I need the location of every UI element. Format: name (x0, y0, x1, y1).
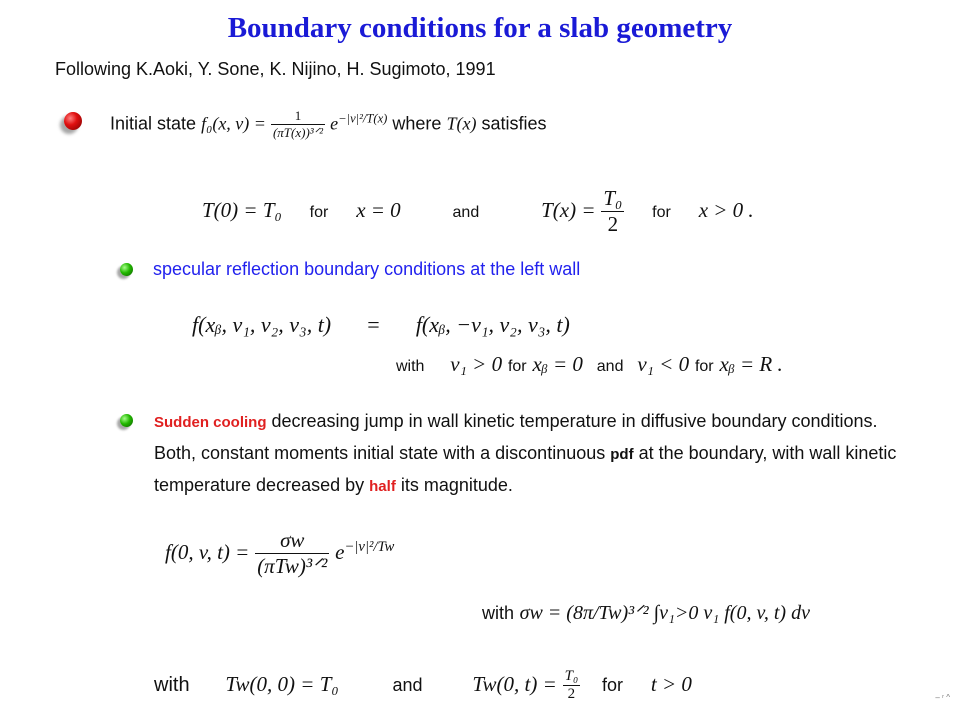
sigma-with: with (482, 603, 515, 623)
final-for: for (602, 675, 624, 696)
final-and: and (392, 675, 423, 696)
initial-exp-base: e (330, 113, 339, 134)
initial-exp-sup: −|v|²/T(x) (338, 111, 388, 126)
temp-lhs1: T(0) = T₀ (202, 198, 282, 223)
wall-exp-sup: −|v|²/Tw (344, 539, 395, 556)
temp-frac-num: T₀ (603, 186, 623, 210)
initial-state-lhs: f₀(x, v) = (201, 113, 266, 134)
initial-frac-den: (πT(x))³ᐟ² (272, 125, 324, 140)
final-frac-num: T₀ (564, 668, 579, 684)
cooling-text3: its magnitude. (400, 475, 513, 495)
wall-equation (165, 528, 394, 579)
temp-frac-den: 2 (607, 212, 619, 236)
initial-satisfies: satisfies (481, 113, 547, 134)
cooling-text1: decreasing jump in wall kinetic temperature in diffusive boundary conditions. Both, constant moments initial state with a discontinuous (154, 411, 878, 463)
final-fraction (563, 668, 581, 703)
red-bullet-icon (64, 112, 82, 130)
initial-state-line (110, 108, 547, 141)
cooling-paragraph (154, 406, 914, 502)
final-frac-den: 2 (567, 686, 576, 702)
temp-cond1: x = 0 (356, 198, 401, 223)
wall-fraction (255, 528, 329, 579)
specular-c2: xᵦ = 0 (532, 352, 583, 376)
initial-where: where (392, 113, 442, 134)
slide-title: Boundary conditions for a slab geometry (227, 12, 733, 44)
final-equation (154, 668, 692, 703)
specular-for1: for (507, 358, 527, 375)
green-bullet-icon (120, 263, 133, 276)
final-c3: t > 0 (650, 672, 692, 697)
initial-where-var: T(x) (446, 113, 477, 134)
temp-equation (202, 186, 754, 237)
corner-mark: – ʳ ^ (935, 693, 950, 702)
wall-frac-num: σw (255, 528, 329, 554)
specular-c4: xᵦ = R . (719, 352, 783, 376)
final-c2-lhs: Tw(0, t) = (472, 672, 557, 697)
temp-fraction (601, 186, 624, 237)
temp-and: and (452, 204, 480, 222)
wall-lhs: f(0, v, t) = (165, 540, 250, 565)
initial-frac-num: 1 (271, 108, 325, 125)
cooling-pdf: pdf (610, 446, 634, 463)
specular-label: specular reflection boundary conditions at the left wall (153, 259, 581, 279)
cooling-highlight: Sudden cooling (154, 414, 267, 431)
temp-for1: for (309, 204, 329, 222)
initial-state-fraction (271, 108, 325, 141)
specular-sign: = (367, 312, 380, 337)
cooling-text2: at the boundary, with wall kinetic temperature decreased by (154, 443, 897, 495)
specular-rhs: f(xᵦ, −v₁, v₂, v₃, t) (415, 312, 570, 337)
temp-cond2: x > 0 . (698, 198, 754, 223)
initial-state-label: Initial state (110, 113, 197, 134)
green-bullet-icon (120, 414, 133, 427)
final-with: with (154, 674, 190, 697)
cooling-half: half (369, 478, 396, 495)
specular-equation (192, 312, 570, 338)
final-c1: Tw(0, 0) = T₀ (225, 672, 339, 697)
specular-lhs: f(xᵦ, v₁, v₂, v₃, t) (192, 312, 332, 337)
temp-for2: for (652, 204, 671, 222)
specular-with: with (396, 358, 425, 375)
specular-for2: for (694, 358, 714, 375)
wall-exp-base: e (335, 540, 345, 565)
wall-frac-den: (πTw)³ᐟ² (257, 554, 328, 578)
specular-c3: v₁ < 0 (637, 352, 690, 376)
slide-subtitle: Following K.Aoki, Y. Sone, K. Nijino, H. Sugimoto, 1991 (55, 59, 496, 79)
specular-conditions (396, 352, 783, 377)
specular-and: and (596, 358, 624, 375)
sigma-equation (482, 600, 810, 625)
sigma-expr: σw = (8π/Tw)³ᐟ² ∫v₁>0 v₁ f(0, v, t) dv (519, 602, 810, 624)
temp-lhs2: T(x) = (541, 198, 596, 223)
specular-c1: v₁ > 0 (450, 352, 503, 376)
